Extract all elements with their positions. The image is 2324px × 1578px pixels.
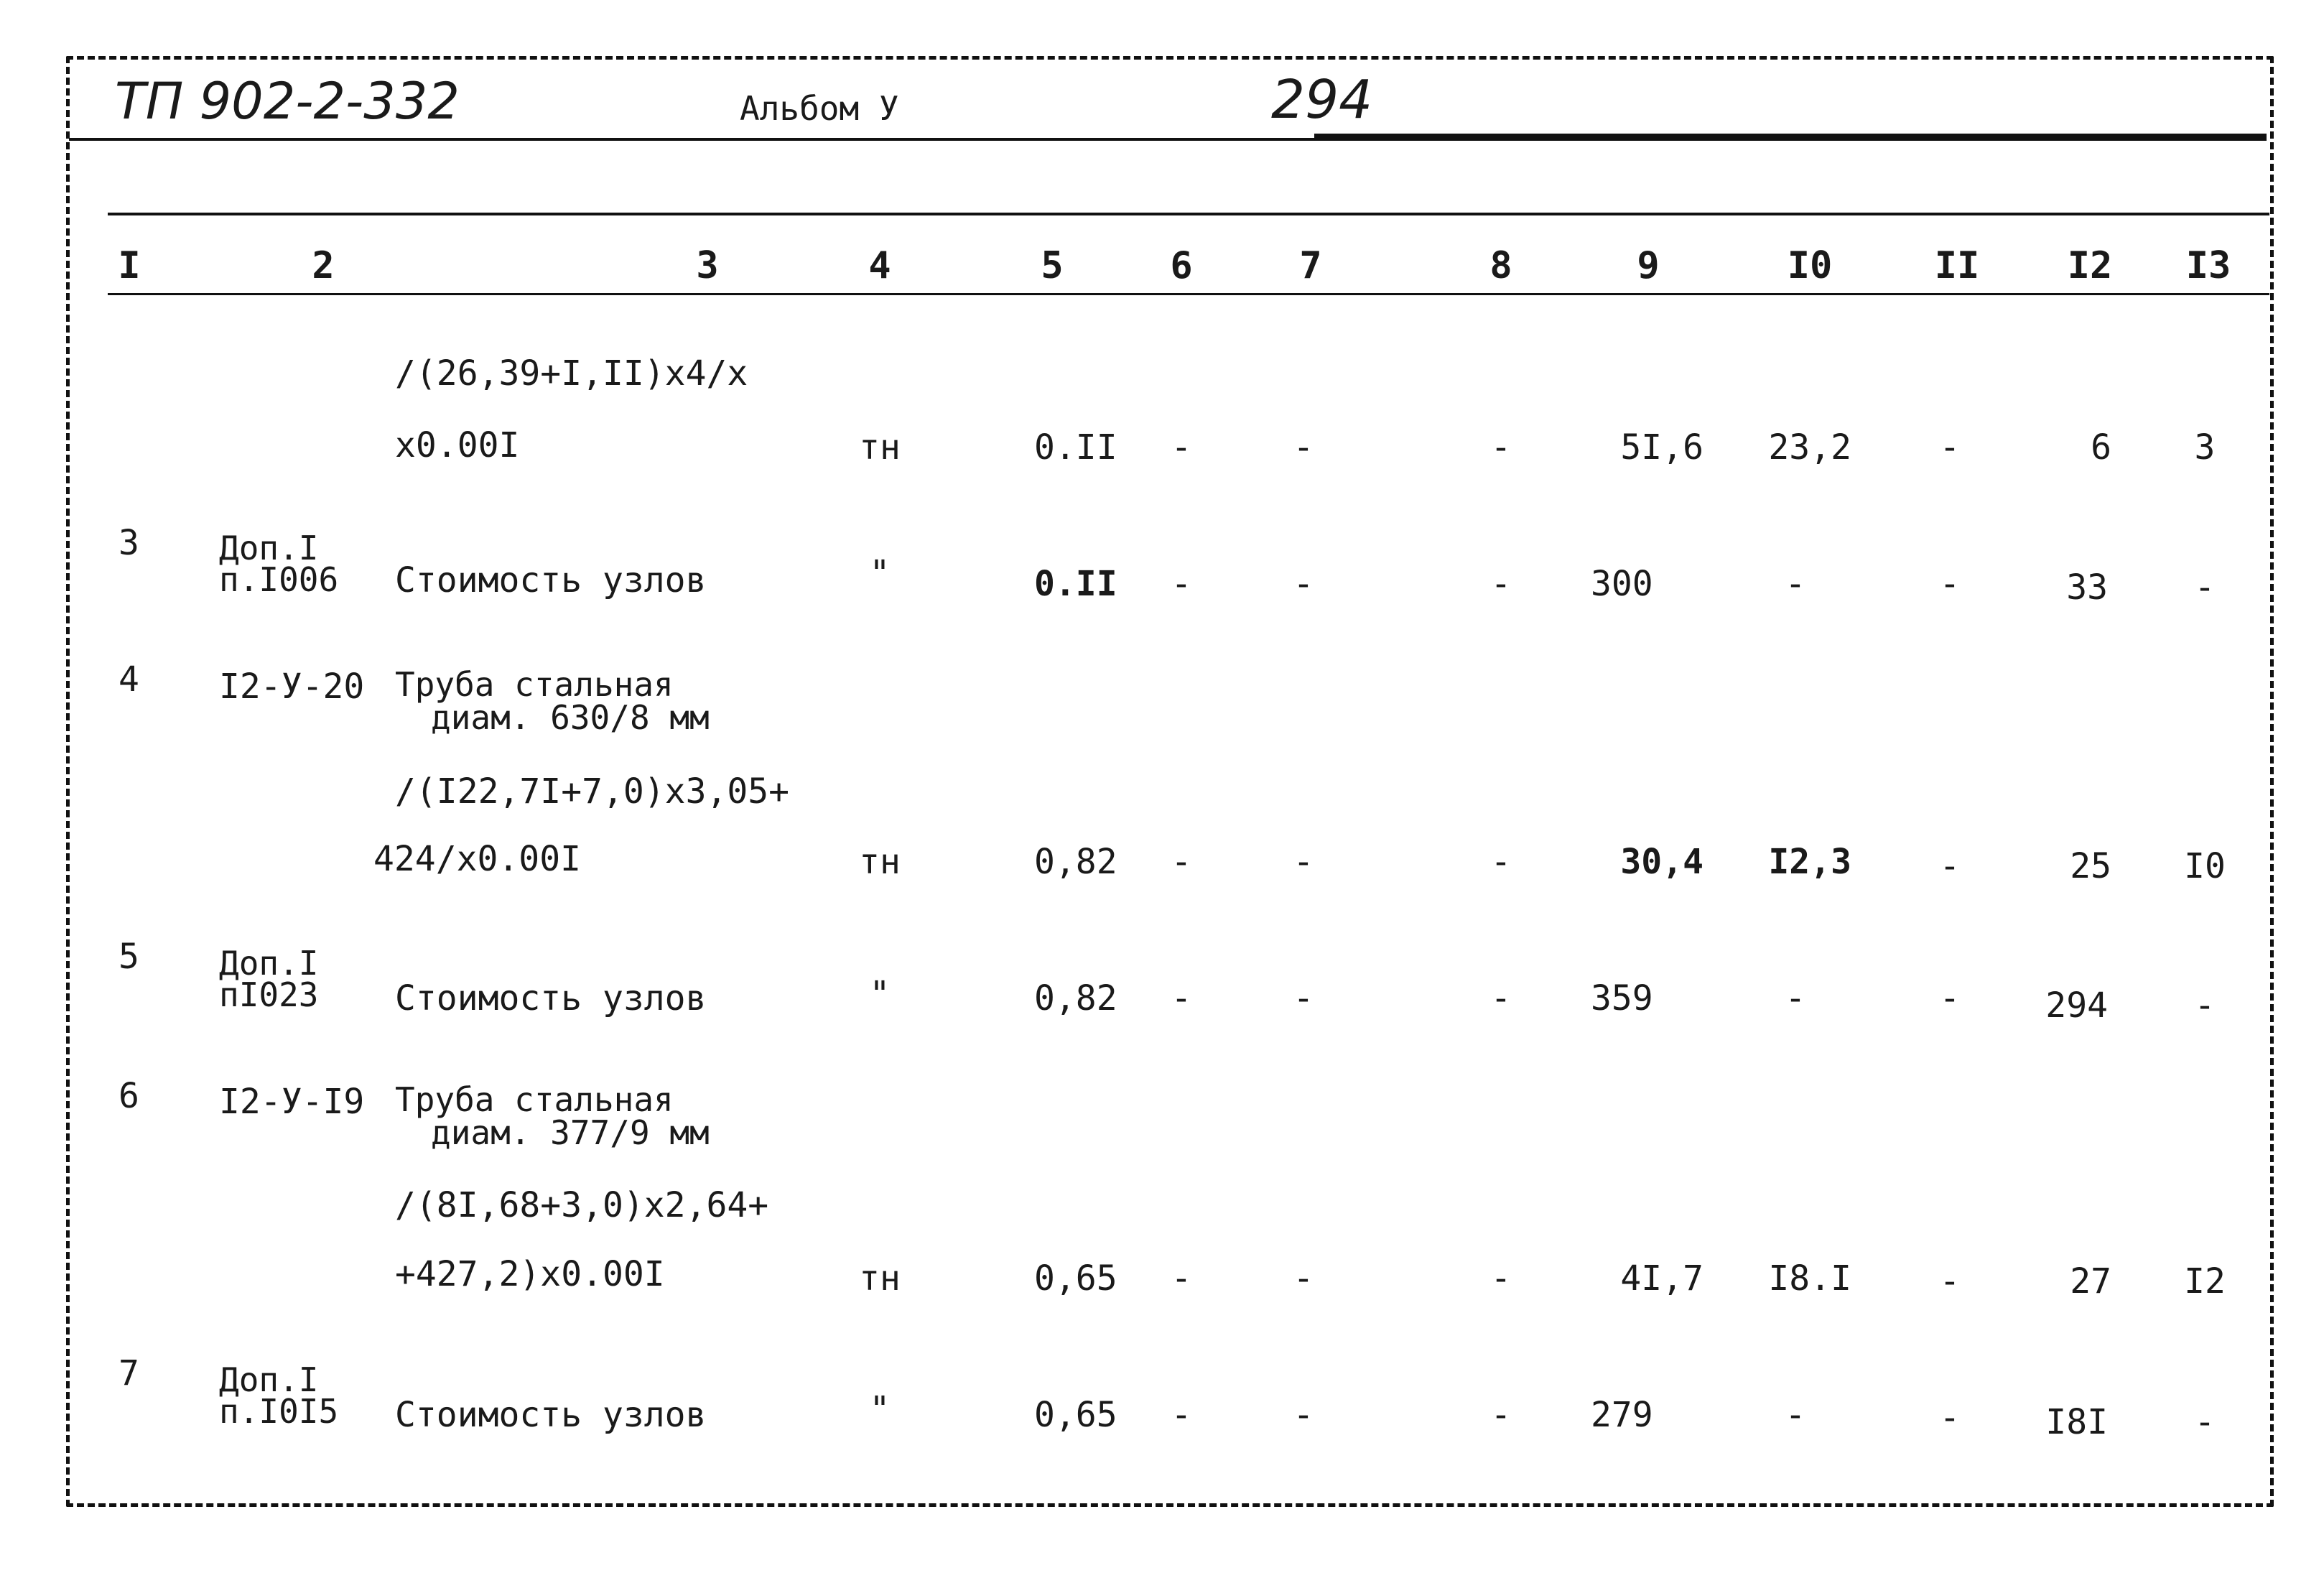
document-code: ТП 902-2-332 [115,72,460,131]
col-head-12: I2 [2067,244,2113,287]
table-top-rule [108,213,2269,215]
col13-cell: 3 [2194,427,2216,468]
unit-cell: тн [859,842,901,882]
col7-cell: - [1293,842,1314,882]
col7-cell: - [1293,978,1314,1018]
col-head-8: 8 [1489,244,1512,287]
row-number: 7 [118,1353,139,1393]
col9-cell: 359 [1591,978,1653,1018]
col13-cell: I2 [2184,1261,2226,1301]
formula-line: /(26,39+I,II)x4/x [395,353,748,394]
col10-cell: - [1785,1395,1806,1435]
col9-cell: 5I,6 [1620,427,1704,468]
description: Стоимость узлов [395,978,707,1018]
description-line: Труба стальная [395,665,674,704]
col9-cell: 30,4 [1620,842,1704,882]
col12-cell: 27 [2070,1261,2111,1301]
unit-cell: тн [859,1258,901,1299]
col11-cell: - [1939,846,1961,886]
description: Стоимость узлов [395,560,707,600]
col-head-9: 9 [1637,244,1660,287]
col-head-5: 5 [1041,244,1064,287]
col12-cell: 6 [2091,427,2111,468]
col5-cell: 0,82 [1034,978,1117,1018]
unit-cell: " [869,1389,891,1429]
col11-cell: - [1939,564,1961,604]
reference-line: Доп.I [219,529,319,567]
col10-cell: - [1785,564,1806,604]
col12-cell: 25 [2070,846,2111,886]
row-number: 3 [118,523,139,563]
row-number: 5 [118,937,139,977]
col5-cell: 0.II [1034,427,1117,468]
unit-cell: " [869,553,891,593]
col11-cell: - [1939,1398,1961,1438]
formula-line: /(I22,7I+7,0)x3,05+ [395,771,790,812]
reference-line: Доп.I [219,1360,319,1399]
col-head-7: 7 [1299,244,1322,287]
description-line: диам. 377/9 мм [431,1113,710,1152]
reference: I2-У-20 [219,667,365,707]
col6-cell: - [1171,842,1192,882]
col8-cell: - [1490,978,1512,1018]
col5-cell: 0,82 [1034,842,1117,882]
formula-line: +427,2)x0.00I [395,1254,665,1294]
col-head-10: I0 [1787,244,1833,287]
col13-cell: I0 [2184,846,2226,886]
description-line: Труба стальная [395,1080,674,1119]
col-head-1: I [118,244,141,287]
col5-cell: 0,65 [1034,1395,1117,1435]
col10-cell: - [1785,978,1806,1018]
col-head-11: II [1934,244,1980,287]
row-number: 6 [118,1076,139,1116]
reference-line: п.I0I5 [219,1392,339,1431]
col8-cell: - [1490,427,1512,468]
formula-line: 424/x0.00I [373,839,581,879]
row-number: 4 [118,659,139,700]
col6-cell: - [1171,978,1192,1018]
col-head-6: 6 [1170,244,1193,287]
col11-cell: - [1939,427,1961,468]
col6-cell: - [1171,1395,1192,1435]
col9-cell: 300 [1591,564,1653,604]
col8-cell: - [1490,1395,1512,1435]
description-line: диам. 630/8 мм [431,698,710,737]
col13-cell: - [2194,567,2216,608]
col9-cell: 279 [1591,1395,1653,1435]
col8-cell: - [1490,842,1512,882]
col10-cell: I8.I [1768,1258,1851,1299]
col10-cell: I2,3 [1768,842,1851,882]
unit-cell: тн [859,427,901,468]
col13-cell: - [2194,985,2216,1026]
col11-cell: - [1939,1261,1961,1301]
col8-cell: - [1490,564,1512,604]
reference-line: пI023 [219,975,319,1014]
col7-cell: - [1293,1395,1314,1435]
col6-cell: - [1171,427,1192,468]
formula-line: x0.00I [395,425,520,465]
col-head-3: 3 [696,244,719,287]
col8-cell: - [1490,1258,1512,1299]
col12-cell: I8I [2045,1402,2108,1442]
header-rule-bold [1314,134,2267,139]
table-header-rule [108,293,2269,295]
col11-cell: - [1939,978,1961,1018]
page-number: 294 [1271,69,1373,131]
col-head-4: 4 [868,244,891,287]
col9-cell: 4I,7 [1620,1258,1704,1299]
col6-cell: - [1171,1258,1192,1299]
album-label: Альбом У [740,89,899,128]
col7-cell: - [1293,1258,1314,1299]
col7-cell: - [1293,564,1314,604]
col5-cell: 0,65 [1034,1258,1117,1299]
unit-cell: " [869,974,891,1014]
col13-cell: - [2194,1402,2216,1442]
reference-line: Доп.I [219,944,319,983]
col7-cell: - [1293,427,1314,468]
col12-cell: 33 [2066,567,2108,608]
formula-line: /(8I,68+3,0)x2,64+ [395,1185,769,1225]
col12-cell: 294 [2045,985,2108,1026]
col10-cell: 23,2 [1768,427,1851,468]
reference-line: п.I006 [219,560,339,599]
description: Стоимость узлов [395,1395,707,1435]
col6-cell: - [1171,564,1192,604]
reference: I2-У-I9 [219,1082,365,1122]
col-head-2: 2 [312,244,335,287]
col-head-13: I3 [2185,244,2231,287]
col5-cell: 0.II [1034,564,1117,604]
